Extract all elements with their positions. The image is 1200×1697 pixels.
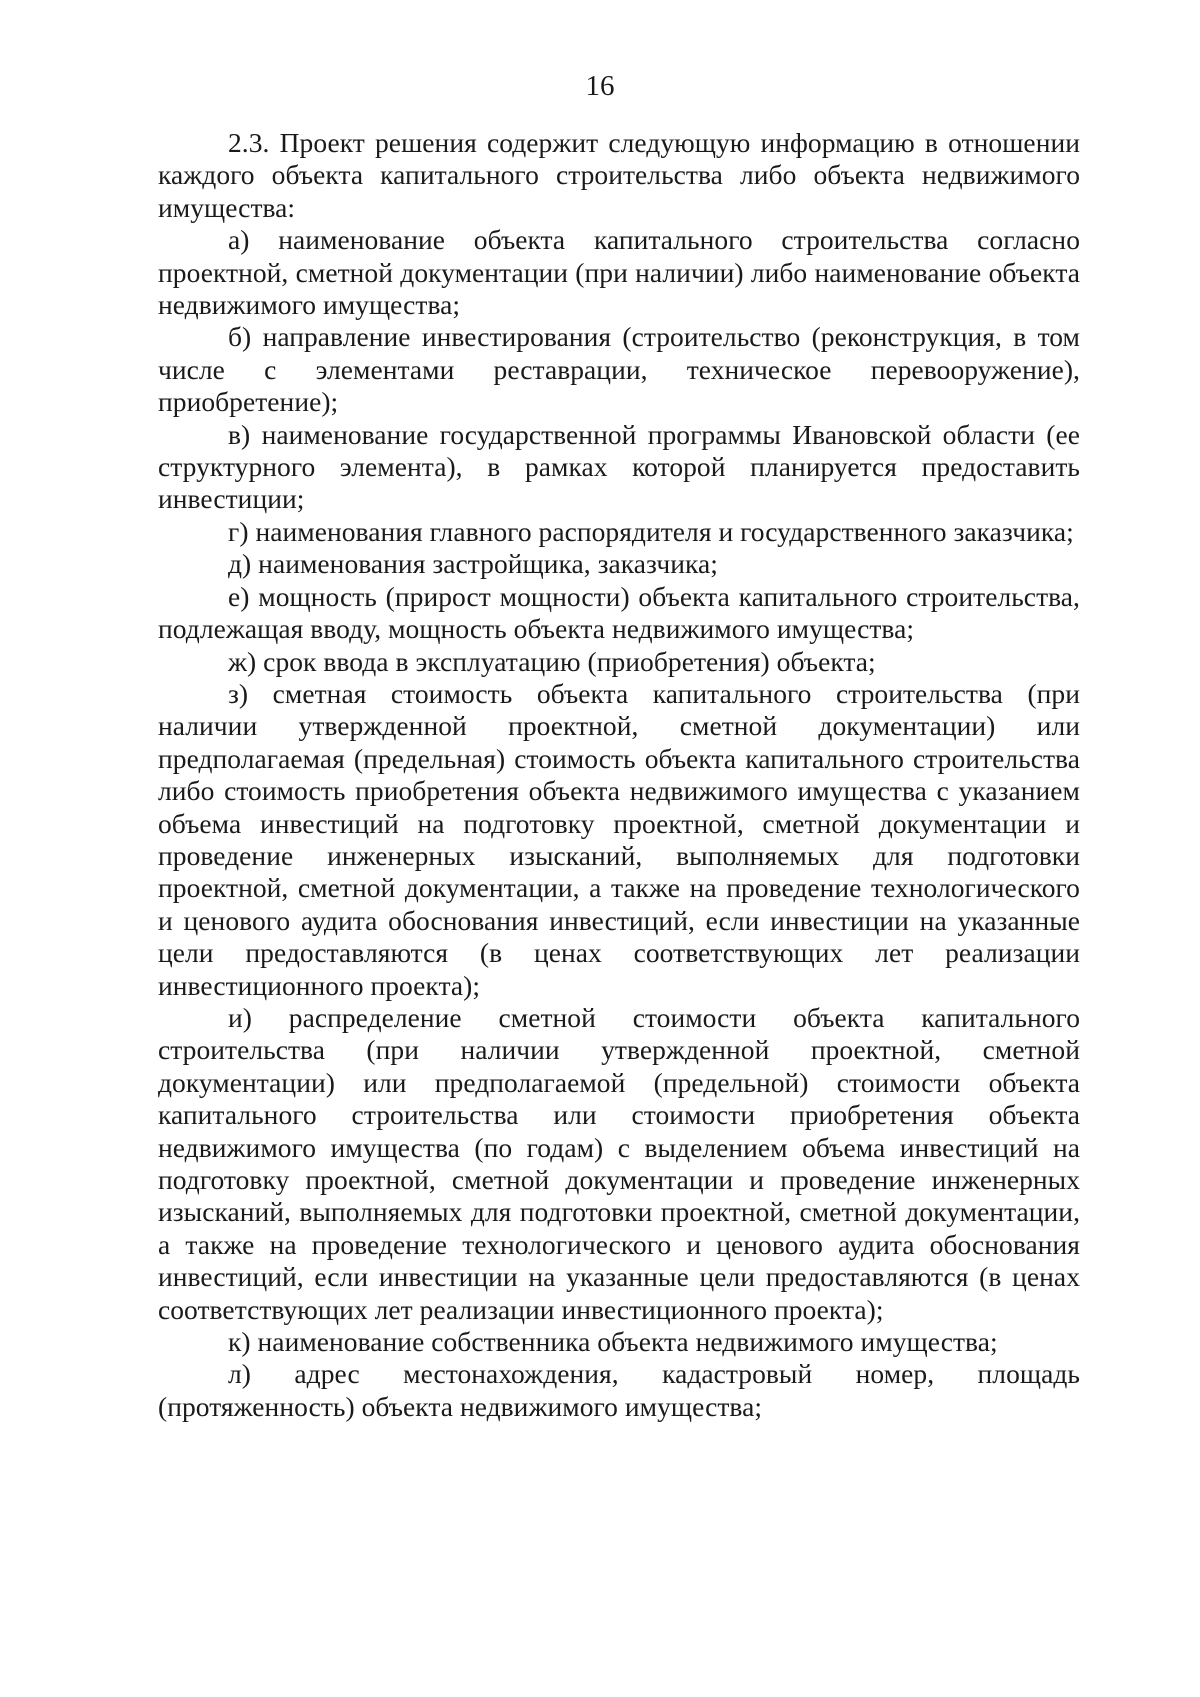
list-item-l: л) адрес местонахождения, кадастровый номер, площадь (протяженность) объекта недвижимого имущества;	[158, 1358, 1080, 1422]
list-item-zh: ж) срок ввода в эксплуатацию (приобретения) объекта;	[228, 645, 876, 677]
document-body	[158, 127, 1080, 1423]
list-item-z: з) сметная стоимость объекта капитального строительства (при наличии утвержденной проектной, сметной документации) или предполагаемая (предельная) стоимость объекта капитального строительства либо стоимость приобретения объекта недвижимого имущества с указанием объема инвестиций на подготовку проектной, сметной документации и проведение инженерных изысканий, выполняемых для подготовки проектной, сметной документации, а также на проведение технологического и ценового аудита обоснования инвестиций, если инвестиции на указанные цели предоставляются (в ценах соответствующих лет реализации инвестиционного проекта);	[158, 677, 1080, 1001]
list-item-b: б) направление инвестирования (строительство (реконструкция, в том числе с элементами реставрации, техническое перевооружение), приобретение);	[158, 321, 1080, 418]
list-item-e: е) мощность (прирост мощности) объекта капитального строительства, подлежащая вводу, мощность объекта недвижимого имущества;	[158, 580, 1080, 645]
list-item-k: к) наименование собственника объекта недвижимого имущества;	[228, 1326, 998, 1358]
list-item-d: д) наименования застройщика, заказчика;	[228, 548, 718, 580]
paragraph-2-3: 2.3. Проект решения содержит следующую информацию в отношении каждого объекта капитального строительства либо объекта недвижимого имущества:	[158, 127, 1080, 223]
list-item-i: и) распределение сметной стоимости объекта капитального строительства (при наличии утвержденной проектной, сметной документации) или предполагаемой (предельной) стоимости объекта капитального строительства или стоимости приобретения объекта недвижимого имущества (по годам) с выделением объема инвестиций на подготовку проектной, сметной документации и проведение инженерных изысканий, выполняемых для подготовки проектной, сметной документации, а также на проведение технологического и ценового аудита обоснования инвестиций, если инвестиции на указанные цели предоставляются (в ценах соответствующих лет реализации инвестиционного проекта);	[158, 1001, 1080, 1325]
list-item-v: в) наименование государственной программы Ивановской области (ее структурного элемента), в рамках которой планируется предоставить инвестиции;	[158, 418, 1080, 515]
list-item-g: г) наименования главного распорядителя и государственного заказчика;	[228, 515, 1074, 547]
list-item-a: а) наименование объекта капитального строительства согласно проектной, сметной документации (при наличии) либо наименование объекта недвижимого имущества;	[158, 224, 1080, 321]
page-number: 16	[585, 70, 615, 102]
